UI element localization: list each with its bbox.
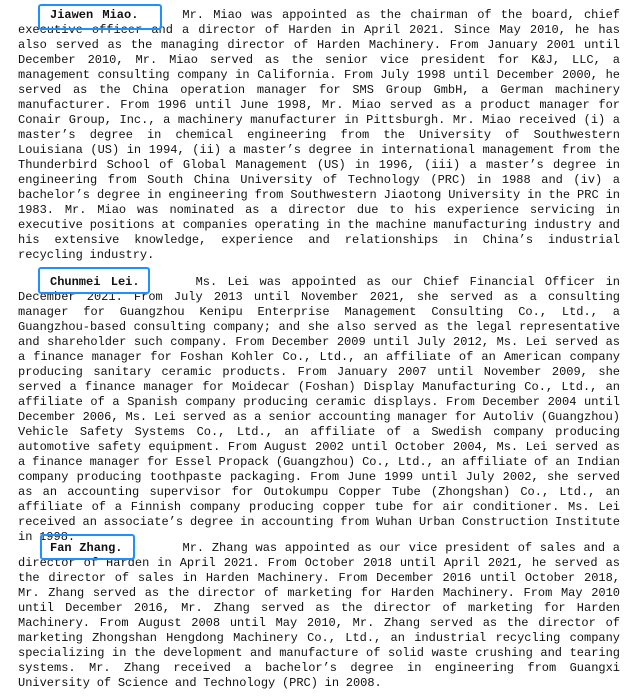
bio-text: Ms. Lei was appointed as our Chief Financial Officer in December 2021. From July 2013 until November 2021, she served as a consulting manager for Guangzhou Kenipu Enterprise Management Consulting Co., Ltd., a Guangzhou-based consulting company; and she also served as the legal representative and shareholder such company. From December 2009 until July 2012, Ms. Lei served as a finance manager for Foshan Kohler Co., Ltd., an affiliate of an American company producing sanitary ceramic products. From January 2007 until November 2009, she served a finance manager for Moidecar (Foshan) Display Manufacturing Co., Ltd., an affiliate of a Spanish company producing ceramic displays. From December 2004 until December 2006, Ms. Lei served as a senior accounting manager for Autoliv (Guangzhou) Vehicle Safety Systems Co., Ltd., an affiliate of a Swedish company producing automotive safety equipment. From August 2002 until October 2004, Ms. Lei served as a finance manager for Essel Propack (Guangzhou) Co., Ltd., an affiliate of an Indian company producing toothpaste packaging. From June 1999 until July 2002, she served as an accounting supervisor for Outokumpu Copper Tube (Zhongshan) Co., Ltd., an affiliate of a Finnish company producing copper tube for air conditioner. Ms. Lei received an associate’s degree in accounting from Wuhan Urban Construction Institute in 1998.	[18, 275, 620, 544]
bio-chunmei-lei	[18, 275, 620, 545]
bio-jiawen-miao	[18, 8, 620, 263]
name-highlight-box[interactable]	[38, 267, 150, 294]
bio-text: Mr. Zhang was appointed as our vice president of sales and a director of Harden in April 2021. From October 2018 until April 2021, he served as the director of sales in Harden Machinery. From December 2016 until October 2018, Mr. Zhang served as the director of marketing for Harden Machinery. From May 2010 until December 2016, Mr. Zhang served as the director of marketing for Harden Machinery. From August 2008 until May 2010, Mr. Zhang served as the director of marketing Zhongshan Hengdong Machinery Co., Ltd., an industrial recycling company specializing in the development and manufacture of solid waste crushing and tearing systems. Mr. Zhang received a bachelor’s degree in engineering from Guangxi University of Science and Technology (PRC) in 2008.	[18, 541, 620, 690]
bio-fan-zhang	[18, 541, 620, 691]
name-highlight-box[interactable]	[40, 534, 135, 560]
bio-name: Fan Zhang.	[50, 541, 123, 555]
bio-name: Jiawen Miao.	[50, 8, 139, 22]
bio-text: Mr. Miao was appointed as the chairman of the board, chief executive officer and a director of Harden in April 2021. Since May 2010, he has also served as the managing director of Harden Machinery. From January 2001 until December 2010, Mr. Miao served as the senior vice president for K&J, LLC, a management consulting company in California. From July 1998 until December 2000, he served as the China operation manager for SMS Group GmbH, a German machinery manufacturer. From 1996 until June 1998, Mr. Miao served as a product manager for Conair Group, Inc., a machinery manufacturer in Pittsburgh. Mr. Miao received (i) a master’s degree in chemical engineering from the University of Southwestern Louisiana (US) in 1994, (ii) a master’s degree in international management from the Thunderbird School of Global Management (US) in 1996, (iii) a master’s degree in engineering from South China University of Technology (PRC) in 1988 and (iv) a bachelor’s degree in engineering from Southwestern Jiaotong University in the PRC in 1983. Mr. Miao was nominated as a director due to his experience servicing in executive positions at companies operating in the machine manufacturing industry and his extensive knowledge, experience and relationships in China’s industrial recycling industry.	[18, 8, 620, 262]
name-highlight-box[interactable]	[38, 4, 162, 30]
bio-name: Chunmei Lei.	[50, 275, 140, 289]
